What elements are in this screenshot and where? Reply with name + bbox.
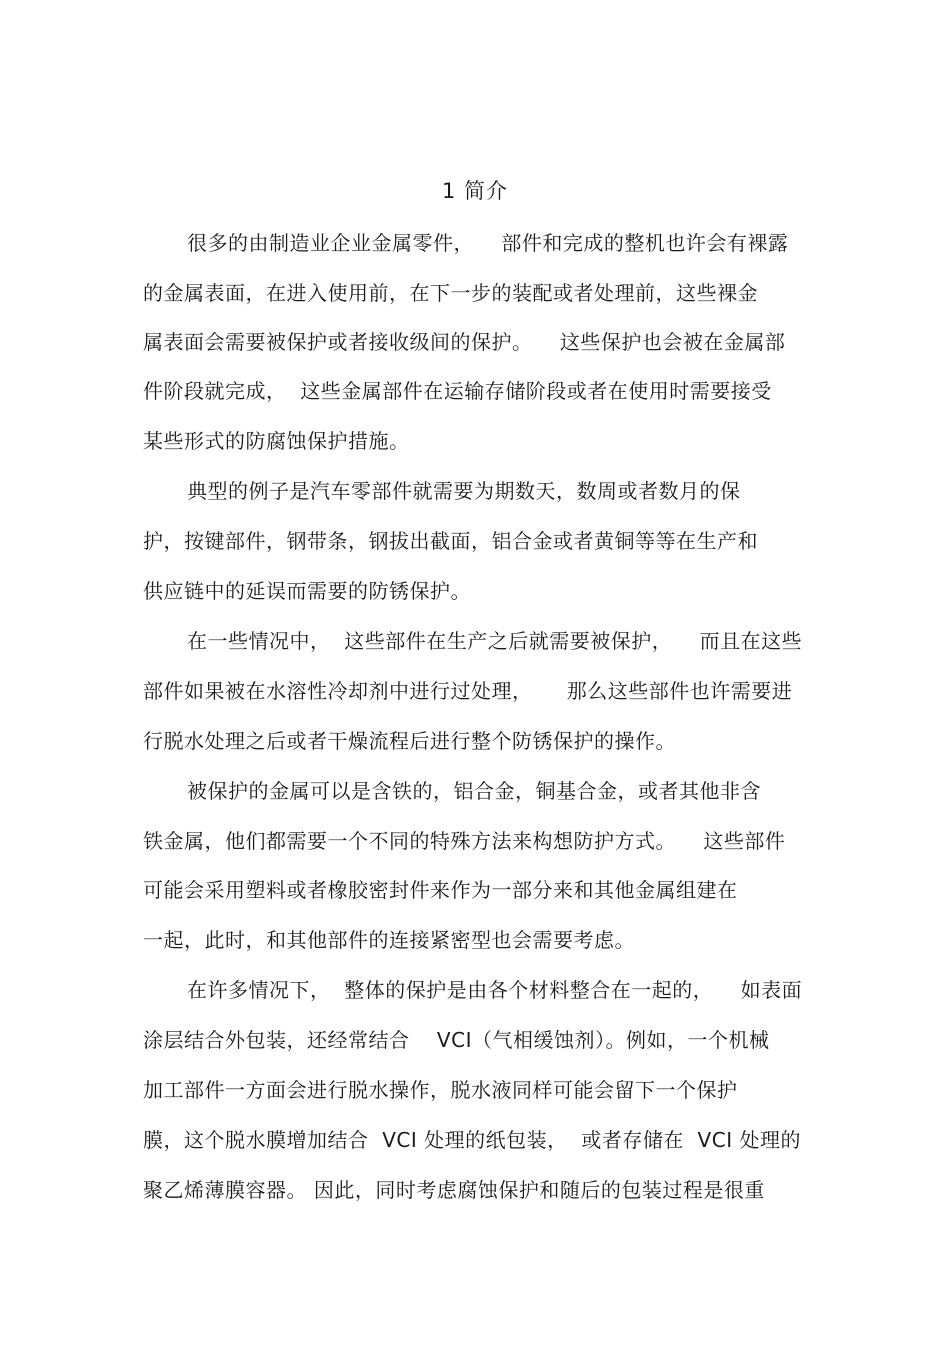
paragraph-line: 护，按键部件，钢带条，钢拔出截面，铝合金或者黄铜等等在生产和 bbox=[143, 529, 758, 553]
paragraph-line: 在许多情况下， 整体的保护是由各个材料整合在一起的， 如表面 bbox=[187, 978, 803, 1002]
paragraph-line: 供应链中的延误而需要的防锈保护。 bbox=[143, 579, 471, 603]
paragraph-line: 属表面会需要被保护或者接收级间的保护。 这些保护也会被在金属部 bbox=[143, 330, 786, 354]
paragraph-line: 某些形式的防腐蚀保护措施。 bbox=[143, 429, 410, 453]
paragraph-line: 涂层结合外包装，还经常结合 VCI（气相缓蚀剂）。例如，一个机械 bbox=[143, 1028, 770, 1052]
paragraph-line: 铁金属，他们都需要一个不同的特殊方法来构想防护方式。 这些部件 bbox=[143, 829, 786, 853]
paragraph-line: 很多的由制造业企业金属零件， 部件和完成的整机也许会有裸露 bbox=[187, 231, 789, 255]
paragraph-line: 可能会采用塑料或者橡胶密封件来作为一部分来和其他金属组建在 bbox=[143, 878, 738, 902]
paragraph-line: 件阶段就完成， 这些金属部件在运输存储阶段或者在使用时需要接受 bbox=[143, 379, 772, 403]
paragraph-line: 典型的例子是汽车零部件就需要为期数天，数周或者数月的保 bbox=[187, 479, 741, 503]
paragraph-line: 的金属表面，在进入使用前，在下一步的装配或者处理前，这些裸金 bbox=[143, 281, 758, 305]
paragraph-line: 行脱水处理之后或者干燥流程后进行整个防锈保护的操作。 bbox=[143, 729, 676, 753]
paragraph-line: 被保护的金属可以是含铁的，铝合金，铜基合金，或者其他非含 bbox=[187, 779, 761, 803]
paragraph-line: 一起，此时，和其他部件的连接紧密型也会需要考虑。 bbox=[143, 928, 635, 952]
paragraph-line: 聚乙烯薄膜容器。 因此，同时考虑腐蚀保护和随后的包装过程是很重 bbox=[143, 1178, 765, 1202]
paragraph-line: 膜，这个脱水膜增加结合 VCI 处理的纸包装， 或者存储在 VCI 处理的 bbox=[143, 1128, 801, 1152]
section-heading: 1 简介 bbox=[441, 179, 509, 203]
paragraph-line: 加工部件一方面会进行脱水操作，脱水液同样可能会留下一个保护 bbox=[143, 1078, 738, 1102]
paragraph-line: 在一些情况中， 这些部件在生产之后就需要被保护， 而且在这些 bbox=[187, 629, 803, 653]
paragraph-line: 部件如果被在水溶性冷却剂中进行过处理， 那么这些部件也许需要进 bbox=[143, 679, 793, 703]
